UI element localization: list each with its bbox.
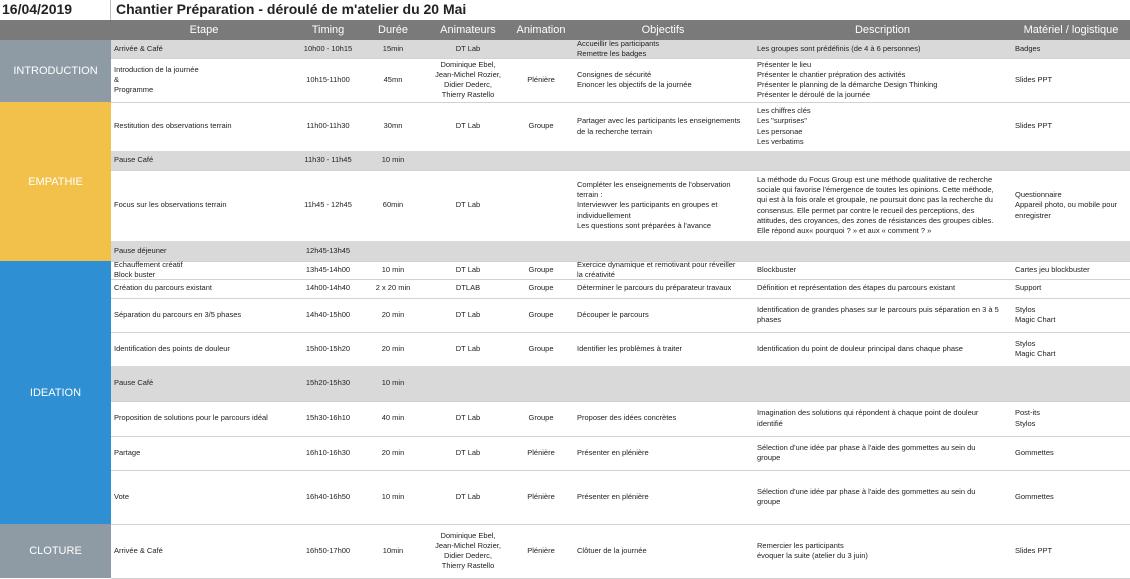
cell-description: Sélection d'une idée par phase à l'aide des gommettes au sein du groupe: [757, 442, 976, 462]
header-timing: Timing: [311, 24, 345, 36]
cell-animateurs: DT Lab: [455, 343, 481, 353]
cell-duree: 2 x 20 min: [375, 283, 411, 293]
cell-animation: [509, 40, 573, 58]
cell-animateurs: DT Lab: [455, 43, 481, 53]
cell-duree: 30mn: [383, 121, 403, 131]
cell-duree: 40 min: [381, 413, 405, 423]
section-cloture: CLOTURE: [0, 524, 111, 578]
header-description: Description: [854, 24, 911, 36]
cell-animateurs: Dominique Ebel, Jean-Michel Rozier, Didier Dederc, Thierry Rastello: [435, 530, 501, 571]
cell-materiel: [1015, 151, 1130, 170]
cell-etape: Introduction de la journée & Programme: [114, 64, 199, 95]
cell-animation: Plénière: [527, 545, 555, 555]
cell-animateurs: DT Lab: [455, 200, 481, 210]
cell-description: [757, 151, 1013, 170]
cell-animateurs: DT Lab: [455, 121, 481, 131]
cell-description: Définition et représentation des étapes du parcours existant: [757, 283, 956, 293]
cell-description: Identification de grandes phases sur le parcours puis séparation en 3 à 5 phases: [757, 304, 999, 324]
cell-duree: 45mn: [383, 74, 403, 84]
cell-objectifs: [577, 151, 755, 170]
cell-timing: 16h50-17h00: [305, 545, 351, 555]
cell-etape: Arrivée & Café: [114, 43, 163, 53]
cell-animateurs: DTLAB: [455, 283, 481, 293]
cell-duree: 20 min: [381, 309, 405, 319]
cell-objectifs: Partager avec les participants les enseignements de la recherche terrain: [577, 116, 741, 136]
cell-objectifs: Proposer des idées concrètes: [577, 413, 677, 423]
cell-animation: Groupe: [528, 283, 554, 293]
cell-timing: 14h40-15h00: [305, 309, 351, 319]
table-row: [111, 332, 1130, 367]
cell-etape: Proposition de solutions pour le parcours idéal: [114, 413, 268, 423]
table-row: [111, 151, 1130, 171]
cell-etape: Création du parcours existant: [114, 283, 212, 293]
table-row: [111, 298, 1130, 333]
cell-objectifs: Compléter les enseignements de l'observation terrain : Interviewver les participants en groupes et individuellement Les questions sont préparées à l'avance: [577, 180, 731, 230]
cell-animateurs: [427, 241, 509, 261]
cell-etape: Séparation du parcours en 3/5 phases: [114, 309, 242, 319]
cell-materiel: Slides PPT: [1015, 545, 1053, 555]
cell-timing: 13h45-14h00: [305, 264, 351, 274]
cell-etape: Pause déjeuner: [114, 245, 167, 255]
cell-duree: 10min: [382, 545, 404, 555]
cell-timing: 15h20-15h30: [305, 378, 351, 388]
cell-materiel: Badges: [1015, 43, 1041, 53]
cell-duree: [359, 241, 427, 261]
cell-materiel: Gommettes: [1015, 447, 1054, 457]
cell-timing: 14h00-14h40: [305, 283, 351, 293]
cell-description: Les chiffres clés Les "surprises" Les personae Les verbatims: [757, 106, 811, 146]
cell-animateurs: Dominique Ebel, Jean-Michel Rozier, Didier Dederc, Thierry Rastello: [435, 59, 501, 100]
cell-animation: Plénière: [527, 447, 555, 457]
cell-timing: 12h45-13h45: [305, 245, 351, 255]
cell-duree: 10 min: [381, 155, 405, 165]
cell-materiel: [1015, 366, 1130, 401]
top-bar: [0, 0, 1130, 21]
document-title: Chantier Préparation - déroulé de m'atelier du 20 Mai: [116, 1, 467, 17]
cell-animateurs: [427, 151, 509, 170]
cell-duree: 60min: [382, 200, 404, 210]
cell-description: Imagination des solutions qui répondent à chaque point de douleur identifié: [757, 408, 979, 428]
cell-timing: 16h10-16h30: [305, 447, 351, 457]
cell-description: Identification du point de douleur principal dans chaque phase: [757, 343, 963, 353]
cell-objectifs: Accueillir les participants Remettre les badges: [577, 40, 660, 58]
table-row: [111, 436, 1130, 471]
cell-description: [757, 366, 1013, 401]
cell-objectifs: Présenter en plénière: [577, 491, 649, 501]
cell-materiel: Post-its Stylos: [1015, 408, 1041, 428]
cell-etape: Focus sur les observations terrain: [114, 200, 227, 210]
cell-materiel: Slides PPT: [1015, 121, 1053, 131]
cell-animation: [509, 151, 573, 170]
cell-animation: Groupe: [528, 264, 554, 274]
cell-etape: Vote: [114, 491, 130, 501]
cell-objectifs: [577, 241, 755, 261]
cell-materiel: Questionnaire Appareil photo, ou mobile pour enregistrer: [1015, 190, 1118, 220]
cell-animateurs: DT Lab: [455, 491, 481, 501]
cell-description: [757, 241, 1013, 261]
header-animateurs: Animateurs: [440, 24, 496, 36]
cell-objectifs: Déterminer le parcours du préparateur travaux: [577, 283, 732, 293]
cell-materiel: Stylos Magic Chart: [1015, 338, 1056, 358]
cell-materiel: Slides PPT: [1015, 74, 1053, 84]
cell-etape: Echauffement créatif Block buster: [114, 261, 183, 279]
cell-duree: 10 min: [381, 491, 405, 501]
cell-animation: Groupe: [528, 413, 554, 423]
cell-etape: Pause Café: [114, 378, 154, 388]
cell-animation: [509, 366, 573, 401]
cell-timing: 15h00-15h20: [305, 343, 351, 353]
title-divider: [110, 0, 111, 20]
table-row: [111, 102, 1130, 152]
cell-objectifs: Identifier les problèmes à traiter: [577, 343, 683, 353]
header-objectifs: Objectifs: [641, 24, 685, 36]
cell-objectifs: Consignes de sécurité Enoncer les objectifs de la journée: [577, 69, 692, 89]
table-row: [111, 279, 1130, 299]
cell-description: Blockbuster: [757, 264, 797, 274]
cell-animateurs: DT Lab: [455, 264, 481, 274]
cell-animation: [509, 170, 573, 241]
table-header: [0, 20, 1130, 40]
cell-etape: Identification des points de douleur: [114, 343, 230, 353]
header-animation: Animation: [516, 24, 566, 36]
cell-description: Présenter le lieu Présenter le chantier prépration des activités Présenter le planning de la démarche Design Thinking Présenter le déroulé de la journée: [757, 59, 938, 100]
cell-animation: Groupe: [528, 343, 554, 353]
table-row: [111, 170, 1130, 242]
cell-etape: Partage: [114, 447, 141, 457]
cell-etape: Restitution des observations terrain: [114, 121, 232, 131]
cell-timing: 16h40-16h50: [305, 491, 351, 501]
table-row: [111, 524, 1130, 579]
table-row: [111, 261, 1130, 280]
cell-animateurs: DT Lab: [455, 413, 481, 423]
cell-materiel: [1015, 241, 1130, 261]
cell-animateurs: DT Lab: [455, 447, 481, 457]
cell-duree: 20 min: [381, 447, 405, 457]
header-duree: Durée: [378, 24, 408, 36]
cell-objectifs: Exercice dynamique et remotivant pour réveiller la créativité: [577, 261, 736, 279]
cell-duree: 20 min: [381, 343, 405, 353]
table-row: [111, 470, 1130, 525]
cell-description: La méthode du Focus Group est une méthode qualitative de recherche sociale qui favorise l'émergence de toutes les opinions. Cette méthode, qui est à la fois orale et groupale, ne poursuit donc pas la recherche du consensus. Elle permet par contre le recueil des perceptions, des attitudes, des croyances, des zones de résistances des groupes cibles. Elle répond aux« pourquoi ? » et aux « comment ? »: [757, 175, 994, 235]
cell-etape: Arrivée & Café: [114, 545, 163, 555]
cell-animation: [509, 241, 573, 261]
cell-objectifs: Découper le parcours: [577, 309, 649, 319]
cell-timing: 11h30 - 11h45: [304, 155, 352, 165]
table-row: [111, 241, 1130, 262]
cell-animation: Plénière: [527, 491, 555, 501]
cell-objectifs: [577, 366, 755, 401]
cell-etape: Pause Café: [114, 155, 154, 165]
section-empathie: EMPATHIE: [0, 102, 111, 261]
table-row: [111, 366, 1130, 402]
header-etape: Etape: [189, 24, 219, 36]
table-row: [111, 401, 1130, 437]
cell-objectifs: Présenter en plénière: [577, 447, 649, 457]
cell-description: Remercier les participants évoquer la suite (atelier du 3 juin): [757, 540, 868, 560]
section-ideation: IDEATION: [0, 261, 111, 524]
table-row: [111, 58, 1130, 103]
cell-animation: Groupe: [528, 121, 554, 131]
cell-animation: Plénière: [527, 74, 555, 84]
cell-duree: 15min: [382, 43, 404, 53]
cell-timing: 11h45 - 12h45: [304, 200, 352, 210]
cell-description: Sélection d'une idée par phase à l'aide des gommettes au sein du groupe: [757, 486, 976, 506]
cell-materiel: Support: [1015, 283, 1042, 293]
cell-materiel: Stylos Magic Chart: [1015, 304, 1056, 324]
cell-objectifs: Clôtuer de la journée: [577, 545, 647, 555]
cell-animation: Groupe: [528, 309, 554, 319]
header-materiel: Matériel / logistique: [1023, 24, 1119, 36]
cell-duree: 10 min: [381, 378, 405, 388]
section-introduction: INTRODUCTION: [0, 40, 111, 102]
cell-description: Les groupes sont prédéfinis (de 4 à 6 personnes): [757, 43, 921, 53]
cell-animateurs: [427, 366, 509, 401]
cell-timing: 10h15-11h00: [306, 74, 350, 84]
cell-animateurs: DT Lab: [455, 309, 481, 319]
cell-materiel: Cartes jeu blockbuster: [1015, 264, 1090, 274]
table-row: [111, 40, 1130, 59]
cell-duree: 10 min: [381, 264, 405, 274]
cell-materiel: Gommettes: [1015, 491, 1054, 501]
cell-timing: 11h00-11h30: [306, 121, 350, 131]
document-date: 16/04/2019: [2, 1, 73, 17]
cell-timing: 15h30-16h10: [305, 413, 351, 423]
cell-timing: 10h00 - 10h15: [303, 43, 353, 53]
